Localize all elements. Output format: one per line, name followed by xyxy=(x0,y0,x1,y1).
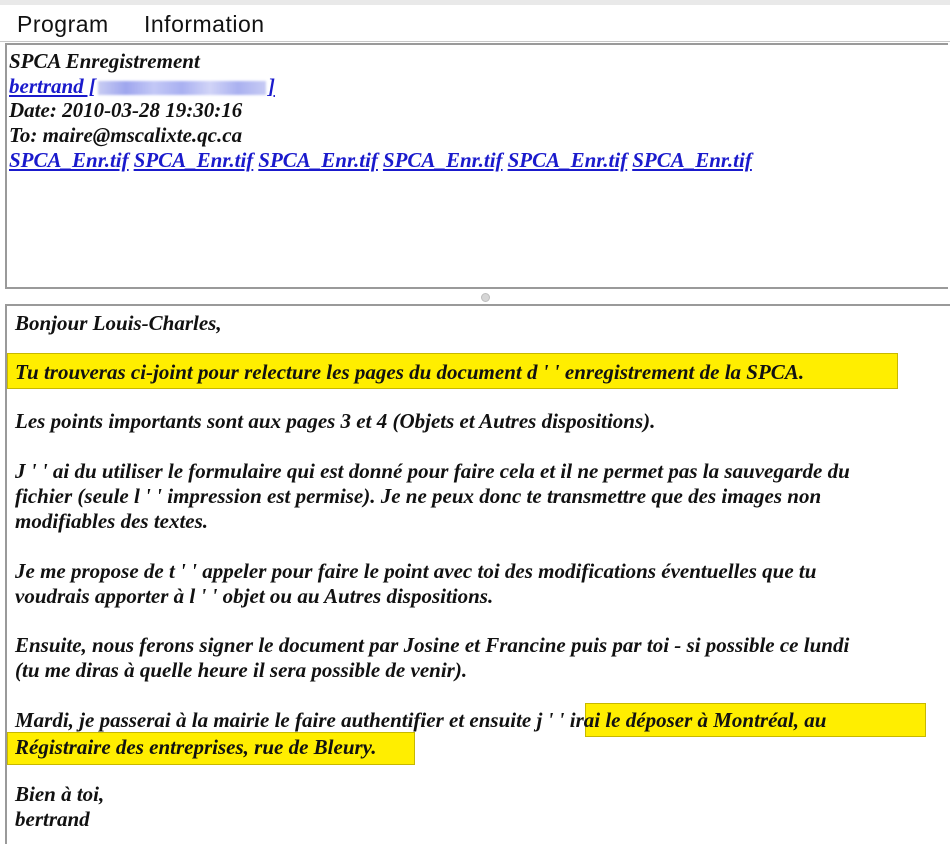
message-header-pane xyxy=(5,43,948,289)
attachment-link[interactable]: SPCA_Enr.tif xyxy=(632,148,752,172)
greeting: Bonjour Louis-Charles, xyxy=(15,311,222,335)
message-body-pane xyxy=(5,304,950,844)
paragraph-3-line-3: modifiables des textes. xyxy=(15,509,209,533)
closing-line-1: Bien à toi, xyxy=(15,782,105,806)
attachment-list xyxy=(9,148,757,172)
paragraph-1: Tu trouveras ci-joint pour relecture les pages du document d ' ' enregistrement de la SPCA. xyxy=(15,360,805,384)
date-line: Date: 2010-03-28 19:30:16 xyxy=(9,98,243,122)
redacted-email xyxy=(98,81,266,95)
attachment-link[interactable]: SPCA_Enr.tif xyxy=(507,148,628,172)
attachment-link[interactable]: SPCA_Enr.tif xyxy=(382,148,503,172)
attachment-link[interactable]: SPCA_Enr.tif xyxy=(133,148,254,172)
paragraph-5-line-1: Ensuite, nous ferons signer le document par Josine et Francine puis par toi - si possible ce lundi xyxy=(15,633,850,657)
splitter-handle[interactable] xyxy=(481,293,490,302)
paragraph-6-line-2: Régistraire des entreprises, rue de Bleury. xyxy=(15,735,377,759)
paragraph-5-line-2: (tu me diras à quelle heure il sera possible de venir). xyxy=(15,658,468,682)
menu-bar xyxy=(0,0,950,42)
signature: bertrand xyxy=(15,807,90,831)
to-line: To: maire@mscalixte.qc.ca xyxy=(9,123,243,147)
paragraph-4-line-2: voudrais apporter à l ' ' objet ou au Autres dispositions. xyxy=(15,584,494,608)
paragraph-4-line-1: Je me propose de t ' ' appeler pour faire le point avec toi des modifications éventuelles que tu xyxy=(15,559,817,583)
from-link[interactable]: bertrand [ ] xyxy=(9,74,275,98)
menu-information[interactable]: Information xyxy=(144,11,265,37)
attachment-link[interactable]: SPCA_Enr.tif xyxy=(258,148,378,172)
pane-splitter[interactable] xyxy=(0,289,950,304)
paragraph-3-line-1: J ' ' ai du utiliser le formulaire qui est donné pour faire cela et il ne permet pas la sauvegarde du xyxy=(15,459,850,483)
menu-program[interactable]: Program xyxy=(17,11,109,37)
subject: SPCA Enregistrement xyxy=(9,49,200,73)
paragraph-6-line-1: Mardi, je passerai à la mairie le faire authentifier et ensuite j ' ' irai le déposer à Montréal, au xyxy=(15,708,827,732)
paragraph-2: Les points importants sont aux pages 3 et 4 (Objets et Autres dispositions). xyxy=(15,409,656,433)
attachment-link[interactable]: SPCA_Enr.tif xyxy=(9,148,129,172)
paragraph-3-line-2: fichier (seule l ' ' impression est permise). Je ne peux donc te transmettre que des images non xyxy=(15,484,822,508)
